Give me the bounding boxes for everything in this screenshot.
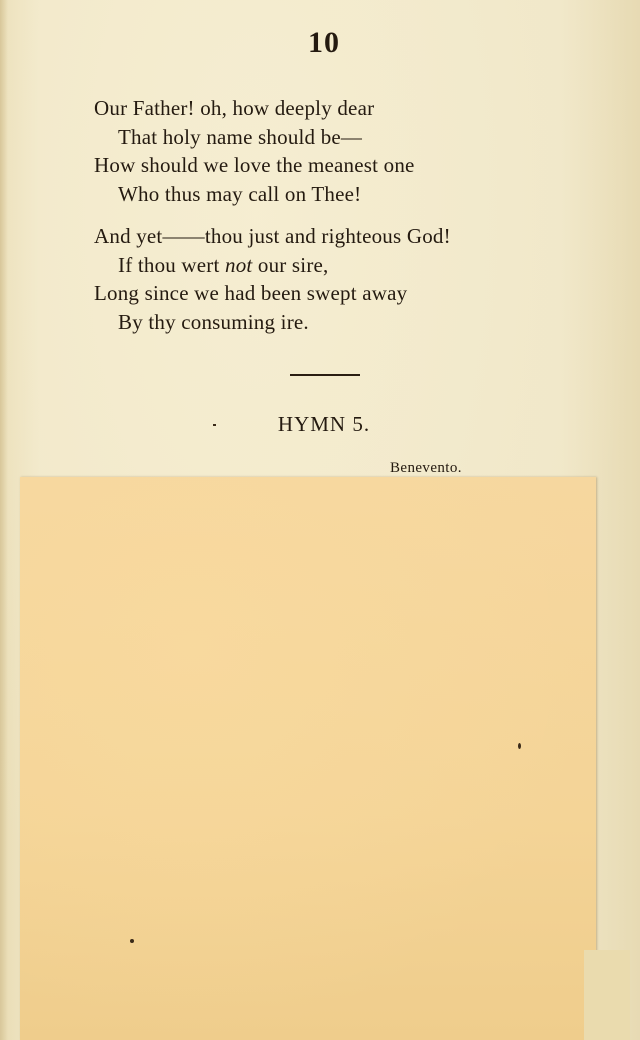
verse-line: How should we love the meanest one <box>94 153 415 177</box>
verse-line: Our Father! oh, how deeply dear <box>94 96 375 120</box>
verse-line: Who thus may call on Thee! <box>118 181 362 206</box>
page-number: 10 <box>308 26 340 59</box>
verse-line: That holy name should be— <box>118 124 363 149</box>
section-divider <box>290 374 360 376</box>
stanza-2 <box>94 222 451 336</box>
verse-line <box>94 251 451 280</box>
verse-line: By thy consuming ire. <box>118 309 309 334</box>
page-edge-shadow <box>0 0 8 1040</box>
hymn-title: HYMN 5. <box>277 412 371 436</box>
paper-speck <box>518 743 521 749</box>
verse-line: And yet——thou just and righteous God! <box>94 224 451 248</box>
tune-name: Benevento. <box>390 460 462 476</box>
emphasized-word: not <box>225 252 253 277</box>
stanza-1 <box>94 94 415 208</box>
verse-line: Long since we had been swept away <box>94 281 408 305</box>
verse-text: If thou wert <box>118 252 225 277</box>
verse-text: our sire, <box>252 252 329 277</box>
page-edge-strip <box>584 950 630 1040</box>
paper-speck <box>130 939 134 943</box>
pasted-paper-slip <box>20 477 596 1040</box>
